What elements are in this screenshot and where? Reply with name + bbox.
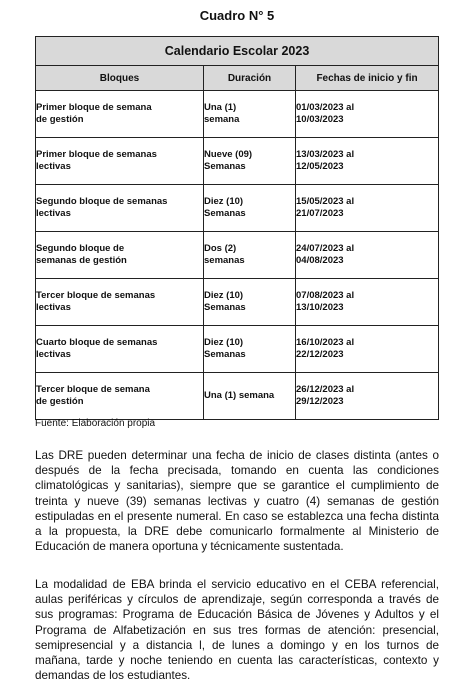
dates-cell-line: 16/10/2023 al	[296, 337, 355, 348]
dates-cell-line: 15/05/2023 al	[296, 196, 355, 207]
block-name-cell-line: Tercer bloque de semana	[36, 384, 150, 395]
block-name-cell-line: lectivas	[36, 349, 71, 360]
duration-cell-line: Diez (10)	[204, 337, 244, 348]
table-row	[36, 91, 439, 138]
dates-cell	[296, 185, 439, 232]
dates-cell-line: 01/03/2023 al	[296, 102, 355, 113]
duration-cell-line: Semanas	[204, 161, 246, 172]
block-name-cell	[36, 91, 204, 138]
dates-cell-line: 26/12/2023 al	[296, 384, 355, 395]
table-row	[36, 232, 439, 279]
dates-cell	[296, 279, 439, 326]
school-calendar-table	[35, 36, 439, 420]
dates-cell	[296, 91, 439, 138]
dates-cell	[296, 373, 439, 420]
duration-cell-line: semana	[204, 114, 240, 125]
duration-cell	[204, 232, 296, 279]
dates-cell	[296, 326, 439, 373]
duration-cell	[204, 138, 296, 185]
block-name-cell	[36, 279, 204, 326]
block-name-cell	[36, 373, 204, 420]
dates-cell-line: 22/12/2023	[296, 349, 344, 360]
duration-cell	[204, 373, 296, 420]
block-name-cell-line: de gestión	[36, 396, 84, 407]
duration-cell-line: Semanas	[204, 302, 246, 313]
dates-cell-line: 24/07/2023 al	[296, 243, 355, 254]
block-name-cell-line: lectivas	[36, 208, 71, 219]
block-name-cell	[36, 326, 204, 373]
page-title: Cuadro N° 5	[199, 8, 275, 23]
paragraph-dre: Las DRE pueden determinar una fecha de inicio de clases distinta (antes o después de la fecha precisada, tomando en cuenta las condiciones climatológicas y sanitarias), siempre que se garantice el cumplimiento de treinta y nueve (39) semanas lectivas y cuatro (4) semanas de gestión estipuladas en el presente numeral. En caso se establezca una fecha distinta a la propuesta, la DRE debe comunicarlo formalmente al Ministerio de Educación de manera oportuna y técnicamente sustentada.	[35, 449, 439, 554]
duration-cell	[204, 185, 296, 232]
block-name-cell	[36, 185, 204, 232]
dates-cell-line: 13/10/2023	[296, 302, 344, 313]
table-row	[36, 373, 439, 420]
duration-cell-line: Nueve (09)	[204, 149, 253, 160]
block-name-cell-line: Primer bloque de semanas	[36, 149, 157, 160]
dates-cell-line: 12/05/2023	[296, 161, 344, 172]
block-name-cell-line: Tercer bloque de semanas	[36, 290, 156, 301]
duration-cell	[204, 91, 296, 138]
dates-cell-line: 04/08/2023	[296, 255, 344, 266]
duration-cell-line: Semanas	[204, 208, 246, 219]
block-name-cell-line: semanas de gestión	[36, 255, 127, 266]
dates-cell-line: 13/03/2023 al	[296, 149, 355, 160]
block-name-cell-line: Segundo bloque de	[36, 243, 125, 254]
dates-cell-line: 29/12/2023	[296, 396, 344, 407]
source-note: Fuente: Elaboración propia	[35, 418, 156, 429]
dates-cell	[296, 138, 439, 185]
column-header-duracion: Duración	[204, 66, 296, 91]
duration-cell-line: Una (1)	[204, 102, 237, 113]
dates-cell-line: 07/08/2023 al	[296, 290, 355, 301]
table-row	[36, 279, 439, 326]
block-name-cell-line: lectivas	[36, 302, 71, 313]
duration-cell-line: Dos (2)	[204, 243, 237, 254]
block-name-cell-line: Primer bloque de semana	[36, 102, 152, 113]
dates-cell-line: 21/07/2023	[296, 208, 344, 219]
block-name-cell-line: Cuarto bloque de semanas	[36, 337, 158, 348]
paragraph-eba: La modalidad de EBA brinda el servicio educativo en el CEBA referencial, aulas periféricas y círculos de aprendizaje, según corresponda a través de sus programas: Programa de Educación Básica de Jóvenes y Adultos y el Programa de Alfabetización en sus tres formas de atención: presencial, semipresencial y a distancia l, de lunes a domingo y en los turnos de mañana, tarde y noche teniendo en cuenta las características, contexto y demandas de los estudiantes.	[35, 578, 439, 683]
duration-cell	[204, 326, 296, 373]
duration-cell-line: Diez (10)	[204, 196, 244, 207]
block-name-cell-line: de gestión	[36, 114, 84, 125]
duration-cell-line: Diez (10)	[204, 290, 244, 301]
table-caption: Calendario Escolar 2023	[36, 37, 439, 66]
duration-cell	[204, 279, 296, 326]
table-row	[36, 185, 439, 232]
column-header-bloques: Bloques	[36, 66, 204, 91]
duration-cell-line: Semanas	[204, 349, 246, 360]
block-name-cell	[36, 138, 204, 185]
table-row	[36, 138, 439, 185]
dates-cell-line: 10/03/2023	[296, 114, 344, 125]
block-name-cell-line: Segundo bloque de semanas	[36, 196, 168, 207]
dates-cell	[296, 232, 439, 279]
duration-cell-line: Una (1) semana	[204, 390, 275, 401]
duration-cell-line: semanas	[204, 255, 245, 266]
column-header-fechas: Fechas de inicio y fin	[296, 66, 439, 91]
table-row	[36, 326, 439, 373]
table-header-row	[36, 66, 439, 91]
block-name-cell-line: lectivas	[36, 161, 71, 172]
block-name-cell	[36, 232, 204, 279]
